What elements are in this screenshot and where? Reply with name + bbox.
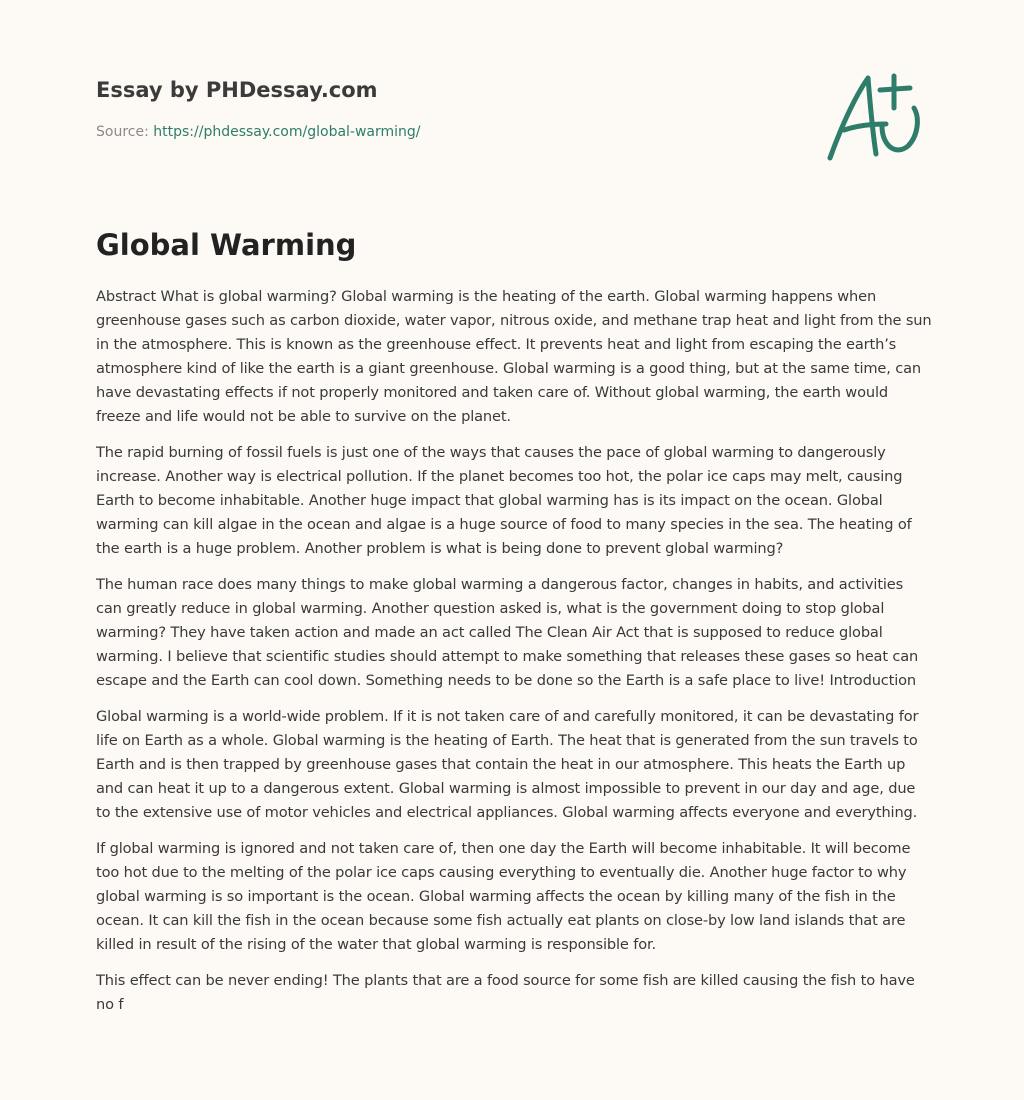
source-link[interactable]: https://phdessay.com/global-warming/ [153, 124, 421, 140]
page-header [96, 76, 796, 142]
a-plus-logo-icon [822, 68, 926, 164]
essay-paragraph: The rapid burning of fossil fuels is just one of the ways that causes the pace of global warming to dangerously increase. Another way is electrical pollution. If the planet becomes too hot, the polar ice caps may melt, causing Earth to become inhabitable. Another huge impact that global warming has is its impact on the ocean. Global warming can kill algae in the ocean and algae is a huge source of food to many species in the sea. The heating of the earth is a huge problem. Another problem is what is being done to prevent global warming? [96, 444, 912, 557]
source-label: Source: [96, 124, 154, 140]
essay-paragraph: Global warming is a world-wide problem. If it is not taken care of and carefully monitored, it can be devastating for life on Earth as a whole. Global warming is the heating of Earth. The heat that is generated from the sun travels to Earth and is then trapped by greenhouse gases that contain the heat in our atmosphere. This heats the Earth up and can heat it up to a dangerous extent. Global warming is almost impossible to prevent in our day and age, due to the extensive use of motor vehicles and electrical appliances. Global warming affects everyone and everything. [96, 708, 919, 821]
source-line [96, 122, 796, 142]
site-title: Essay by PHDessay.com [96, 78, 378, 102]
essay-paragraph: This effect can be never ending! The plants that are a food source for some fish are killed causing the fish to have no f [96, 972, 915, 1013]
essay-body [96, 285, 932, 1029]
essay-paragraph: Abstract What is global warming? Global warming is the heating of the earth. Global warming happens when greenhouse gases such as carbon dioxide, water vapor, nitrous oxide, and methane trap heat and light from the sun in the atmosphere. This is known as the greenhouse effect. It prevents heat and light from escaping the earth’s atmosphere kind of like the earth is a giant greenhouse. Global warming is a good thing, but at the same time, can have devastating effects if not properly monitored and taken care of. Without global warming, the earth would freeze and life would not be able to survive on the planet. [96, 288, 932, 425]
essay-paragraph: If global warming is ignored and not taken care of, then one day the Earth will become inhabitable. It will become too hot due to the melting of the polar ice caps causing everything to eventually die. Another huge factor to why global warming is so important is the ocean. Global warming affects the ocean by killing many of the fish in the ocean. It can kill the fish in the ocean because some fish actually eat plants on close-by low land islands that are killed in result of the rising of the water that global warming is responsible for. [96, 840, 911, 953]
essay-paragraph: The human race does many things to make global warming a dangerous factor, changes in habits, and activities can greatly reduce in global warming. Another question asked is, what is the government doing to stop global warming? They have taken action and made an act called The Clean Air Act that is supposed to reduce global warming. I believe that scientific studies should attempt to make something that releases these gases so heat can escape and the Earth can cool down. Something needs to be done so the Earth is a safe place to live! Introduction [96, 576, 919, 689]
essay-title: Global Warming [96, 228, 357, 262]
